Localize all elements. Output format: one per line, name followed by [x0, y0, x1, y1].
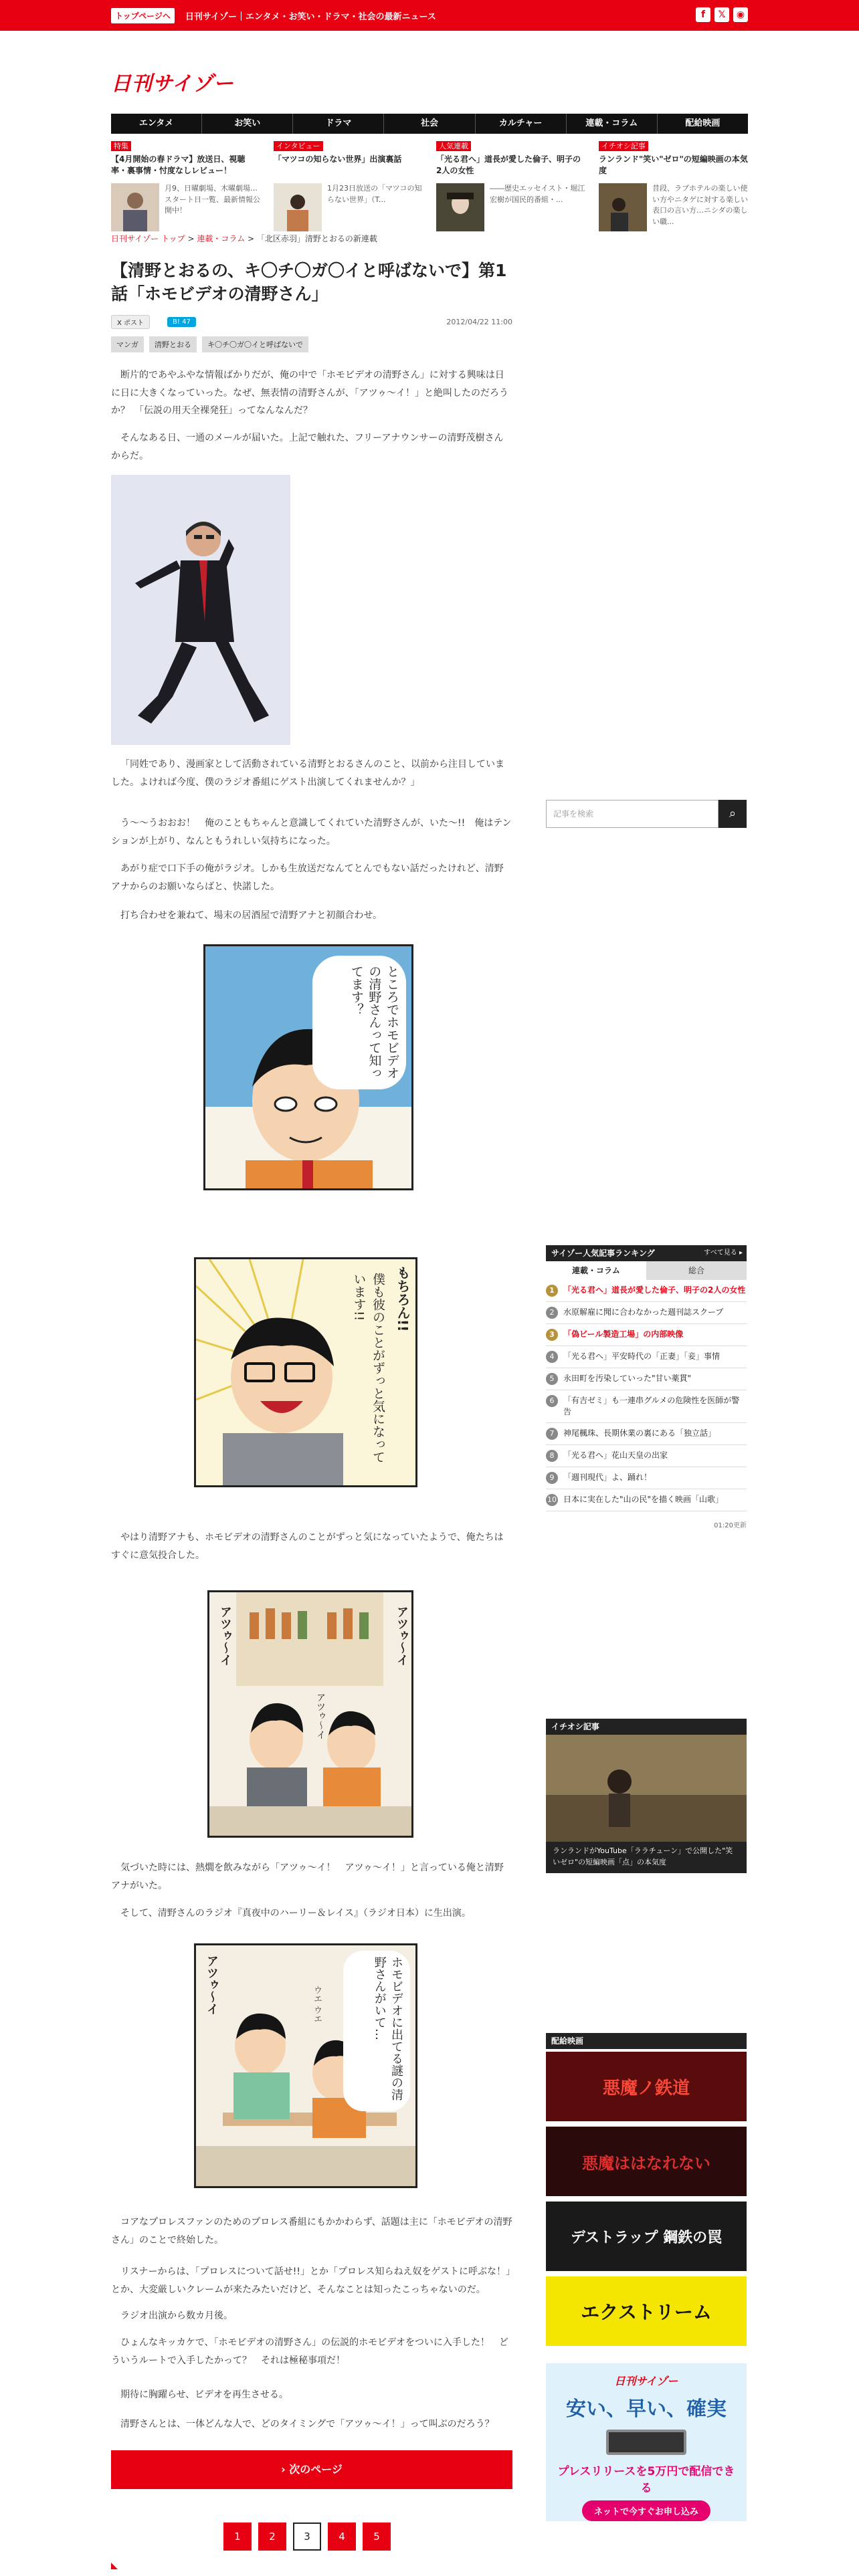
- featured-tag: インタビュー: [274, 141, 323, 151]
- breadcrumb-category[interactable]: 連載・コラム: [197, 234, 246, 243]
- comic-4-speech: ホモビデオに出てる謎の清野さんがいて…: [343, 1951, 410, 2111]
- ranking-item[interactable]: 7 神尾楓珠、長期休業の裏にある「独立話」: [546, 1423, 747, 1445]
- ranking-header: [546, 1245, 747, 1261]
- sidebar-search: [546, 800, 747, 828]
- breadcrumb-separator: >: [245, 234, 257, 243]
- comic-panel-1: [203, 944, 413, 1190]
- ad-cta-button[interactable]: ネットで今すぐお申し込み: [582, 2500, 710, 2521]
- ranking-item-title: 「有吉ゼミ」も一連串グルメの危険性を医師が警告: [563, 1396, 740, 1416]
- comic-3-right-text: アツゥ〜イ: [395, 1606, 409, 1666]
- featured-desc: 月9、日曜劇場、木曜劇場…スタート日一覧、最新情報公開中！: [165, 184, 260, 215]
- film-banner-1[interactable]: 悪魔ノ鉄道: [546, 2052, 747, 2121]
- featured-title[interactable]: 「光る君へ」道長が愛した倫子、明子の2人の女性: [436, 154, 581, 176]
- film-banner-2[interactable]: 悪魔ははなれない: [546, 2127, 747, 2196]
- featured-item[interactable]: [436, 139, 585, 231]
- ranking-item[interactable]: 1 「光る君へ」道長が愛した倫子、明子の2人の女性: [546, 1280, 747, 1302]
- ichioshi-title: イチオシ記事: [551, 1722, 599, 1731]
- ranking-item[interactable]: 8 「光る君へ」花山天皇の出家: [546, 1445, 747, 1467]
- ranking-item[interactable]: 6 「有吉ゼミ」も一連串グルメの危険性を医師が警告: [546, 1390, 747, 1423]
- page-link[interactable]: 4: [328, 2523, 356, 2551]
- breadcrumb: [111, 233, 512, 244]
- article-paragraph: コアなプロレスファンのためのプロレス番組にもかかわらず、話題は主に「ホモビデオの清野さん」のことで終始した。: [111, 2217, 512, 2246]
- comic-3-left-text: アツゥ〜イ: [218, 1606, 232, 1666]
- featured-thumbnail[interactable]: [274, 183, 322, 231]
- next-page-button[interactable]: [111, 2450, 512, 2489]
- comic-panel-3: [207, 1590, 413, 1838]
- nav-item-culture[interactable]: カルチャー: [476, 114, 567, 134]
- comic-4-side-text: アツゥ〜イ: [205, 1955, 219, 2015]
- featured-tag: 人気連載: [436, 141, 471, 151]
- nav-item-films[interactable]: 配給映画: [685, 118, 721, 128]
- ichioshi-image[interactable]: [546, 1735, 747, 1842]
- ad-headline: 安い、早い、確実: [566, 2397, 727, 2421]
- share-hatena-button[interactable]: B! 47: [167, 317, 196, 327]
- article-title: 【清野とおるの、キ〇チ〇ガ〇イと呼ばないで】第1話「ホモビデオの清野さん」: [111, 261, 507, 304]
- featured-item[interactable]: [111, 139, 260, 231]
- press-release-ad[interactable]: [546, 2363, 747, 2521]
- comic-2-speech-b: 僕も彼のことがずっと気になっています!!: [351, 1273, 385, 1463]
- nav-item-entertainment[interactable]: エンタメ: [111, 114, 202, 134]
- featured-desc: 昔段、ラブホテルの楽しい使い方やニタゲに対する楽しい表口の言い方…ニシダの楽しい職...: [652, 184, 748, 226]
- films-header: [546, 2033, 747, 2049]
- tag[interactable]: 清野とおる: [149, 336, 197, 352]
- ranking-item-title: 「光る君へ」道長が愛した倫子、明子の2人の女性: [563, 1285, 746, 1295]
- top-bar: [0, 0, 859, 31]
- breadcrumb-home[interactable]: 日刊サイゾー トップ: [111, 234, 185, 243]
- tag[interactable]: キ〇チ〇ガ〇イと呼ばないで: [202, 336, 308, 352]
- ranking-item[interactable]: 3 「偽ビール製造工場」の内部映像: [546, 1324, 747, 1346]
- featured-desc: ――歴史エッセイスト・堀江宏樹が国民的番組・...: [490, 184, 585, 204]
- search-icon[interactable]: ⌕: [719, 800, 747, 828]
- featured-title[interactable]: ランランド"笑い"ゼロ"の短編映画の本気度: [599, 154, 748, 176]
- article-paragraph: 清野さんとは、一体どんな人で、どのタイミングで「アツゥ〜イ！」って叫ぶのだろう？: [120, 2419, 494, 2430]
- featured-thumbnail[interactable]: [436, 183, 484, 231]
- ichioshi-header: [546, 1719, 747, 1735]
- comic-2-speech-a: もちろん!!: [395, 1266, 411, 1332]
- ranking-more-link[interactable]: すべて見る ▸: [704, 1249, 743, 1257]
- pagination: [223, 2523, 391, 2551]
- chevron-right-icon: ›: [281, 2463, 286, 2476]
- ranking-item[interactable]: 2 水原解雇に聞に合わなかった週刊誌スクープ: [546, 1302, 747, 1324]
- article-paragraph: 「同姓であり、漫画家として活動されている清野とおるさんのこと、以前から注目していました。よければ今度、僕のラジオ番組にゲスト出演してくれませんか？」: [111, 759, 504, 788]
- nav-item-drama[interactable]: ドラマ: [293, 114, 384, 134]
- article-paragraph: リスナーからは、「プロレスについて話せ!!」とか「プロレス知らねえ奴をゲストに呼ぶな！」とか、大変厳しいクレームが来たみたいだけど、そんなことは知ったこっちゃないのだ。: [111, 2266, 510, 2295]
- nav-item-society[interactable]: 社会: [384, 114, 475, 134]
- ranking-item-title: 水原解雇に聞に合わなかった週刊誌スクープ: [563, 1307, 724, 1317]
- ranking-item[interactable]: 5 永田町を汚染していった"甘い薬貫": [546, 1368, 747, 1390]
- page-link[interactable]: 5: [363, 2523, 391, 2551]
- article-paragraph: やはり清野アナも、ホモビデオの清野さんのことがずっと気になっていたようで、俺たちはすぐに意気投合した。: [111, 1532, 504, 1561]
- article-paragraph: 打ち合わせを兼ねて、場末の居酒屋で清野アナと初顔合わせ。: [120, 910, 382, 921]
- article-paragraph: 断片的であやふやな情報ばかりだが、俺の中で「ホモビデオの清野さん」に対する興味は日に日に大きくなっていった。なぜ、無表情の清野さんが、「アツゥ〜イ！」と絶叫したのだろうか？ 「伝説の用天全裸発狂」ってなんなんだ？: [111, 370, 509, 417]
- ranking-item-title: 「偽ビール製造工場」の内部映像: [563, 1329, 684, 1339]
- search-input[interactable]: 記事を検索: [546, 800, 719, 828]
- main-nav: [111, 114, 748, 134]
- featured-item[interactable]: [599, 139, 748, 231]
- ad-sub: プレスリリースを5万円で配信できる: [557, 2465, 735, 2495]
- article-paragraph: う〜〜うおおお！ 俺のこともちゃんと意識してくれていた清野さんが、いた〜!! 俺はテンションが上がり、なんともうれしい気持ちになった。: [111, 818, 512, 847]
- ranking-item-title: 「週刊現代」よ、踊れ！: [563, 1472, 652, 1482]
- featured-tag: イチオシ記事: [599, 141, 648, 151]
- rss-icon[interactable]: ◉: [733, 7, 748, 22]
- article-paragraph: そして、清野さんのラジオ『真夜中のハーリー＆レイス』（ラジオ日本）に生出演。: [120, 1908, 471, 1919]
- twitter-icon[interactable]: 𝕏: [714, 7, 729, 22]
- decor-triangle: [111, 2563, 118, 2569]
- comic-panel-2: [194, 1257, 417, 1487]
- page-link[interactable]: 2: [258, 2523, 286, 2551]
- breadcrumb-separator: >: [185, 234, 197, 243]
- featured-thumbnail[interactable]: [599, 183, 647, 231]
- facebook-icon[interactable]: f: [696, 7, 710, 22]
- nav-item-comedy[interactable]: お笑い: [202, 114, 293, 134]
- tag[interactable]: マンガ: [111, 336, 144, 352]
- page-link-current: 3: [293, 2523, 321, 2551]
- ranking-item-title: 「光る君へ」花山天皇の出家: [563, 1450, 668, 1460]
- comic-1-speech: ところでホモビデオの清野さんって知ってます？: [312, 956, 406, 1089]
- featured-title[interactable]: 【4月開始の春ドラマ】放送日、視聴率・裏事情・忖度なしレビュー！: [111, 154, 246, 176]
- film-banner-4[interactable]: エクストリーム: [546, 2276, 747, 2346]
- ranking-tabs: [546, 1261, 747, 1280]
- ichioshi-caption[interactable]: ランランドがYouTube「ララチューン」で公開した"笑いゼロ"の短編映画「点」の本気度: [546, 1842, 747, 1873]
- ranking-title: サイゾー人気記事ランキング: [551, 1249, 655, 1258]
- nav-item-column[interactable]: 連載・コラム: [567, 114, 658, 134]
- ranking-item-title: 「光る君へ」平安時代の「正妻」「妾」事情: [563, 1352, 721, 1361]
- next-page-label: 次のページ: [289, 2463, 343, 2476]
- ranking-item-title: 永田町を汚染していった"甘い薬貫": [563, 1374, 692, 1383]
- article-paragraph: ひょんなキッカケで、「ホモビデオの清野さん」の伝説的ホモビデオをついに入手した！ どういうルートで入手したかって？ それは極秘事項だ！: [111, 2337, 508, 2366]
- featured-articles: [111, 139, 748, 231]
- comic-4-sfx: ウエ ウエ: [312, 1985, 322, 2024]
- tab-column[interactable]: 連載・コラム: [546, 1261, 646, 1280]
- comic-3-center-text: アツゥ〜イ: [315, 1693, 326, 1739]
- page-link[interactable]: 1: [223, 2523, 252, 2551]
- ad-monitor-icon: [606, 2430, 686, 2455]
- featured-item[interactable]: [274, 139, 423, 231]
- site-logo[interactable]: 日刊サイゾー: [111, 72, 234, 96]
- ad-brand: 日刊サイゾー: [614, 2375, 678, 2387]
- featured-thumbnail[interactable]: [111, 183, 159, 231]
- article-paragraph: 気づいた時には、熱燗を飲みながら「アツゥ〜イ！ アツゥ〜イ！」と言っている俺と清野アナがいた。: [111, 1862, 504, 1891]
- sns-links: [696, 7, 748, 22]
- article-photo: [111, 475, 290, 745]
- ranking-item[interactable]: 9 「週刊現代」よ、踊れ！: [546, 1467, 747, 1489]
- site-tagline: 日刊サイゾー｜エンタメ・お笑い・ドラマ・社会の最新ニュース: [185, 11, 436, 22]
- featured-tag: 特集: [111, 141, 131, 151]
- article-main: [111, 233, 512, 352]
- films-title: 配給映画: [551, 2036, 584, 2046]
- featured-title[interactable]: 「マツコの知らない世界」出演裏話: [274, 154, 402, 164]
- article-paragraph: そんなある日、一通のメールが届いた。上記で触れた、フリーアナウンサーの清野茂樹さんからだ。: [111, 433, 504, 461]
- share-x-button[interactable]: X ポスト: [111, 315, 150, 329]
- ranking-item[interactable]: 4 「光る君へ」平安時代の「正妻」「妾」事情: [546, 1346, 747, 1368]
- article-paragraph: ラジオ出演から数カ月後。: [120, 2311, 233, 2321]
- ranking-item-title: 日本に実在した"山の民"を描く映画「山歌」: [563, 1494, 724, 1504]
- breadcrumb-current: 「北区赤羽」清野とおるの新連載: [256, 234, 377, 243]
- ranking-item-title: 神尾楓珠、長期休業の裏にある「独立話」: [563, 1428, 717, 1438]
- featured-desc: 1月23日放送の「マツコの知らない世界」（T...: [327, 184, 422, 204]
- top-page-button[interactable]: トップページへ: [111, 8, 175, 23]
- comic-panel-4: [194, 1943, 417, 2188]
- ranking-updated-time: 01:20更新: [714, 1521, 747, 1529]
- tab-overall[interactable]: 総合: [646, 1261, 747, 1280]
- article-paragraph: あがり症で口下手の俺がラジオ。しかも生放送だなんてとんでもない話だったけれど、清野アナからのお願いならばと、快諾した。: [111, 863, 504, 892]
- article-tags: [111, 336, 512, 352]
- ranking-widget: [546, 1245, 747, 1529]
- film-banner-3[interactable]: デストラップ 鋼鉄の罠: [546, 2202, 747, 2271]
- article-paragraph: 期待に胸躍らせ、ビデオを再生させる。: [120, 2389, 288, 2400]
- article-date: 2012/04/22 11:00: [446, 317, 512, 326]
- ranking-item[interactable]: 10 日本に実在した"山の民"を描く映画「山歌」: [546, 1489, 747, 1511]
